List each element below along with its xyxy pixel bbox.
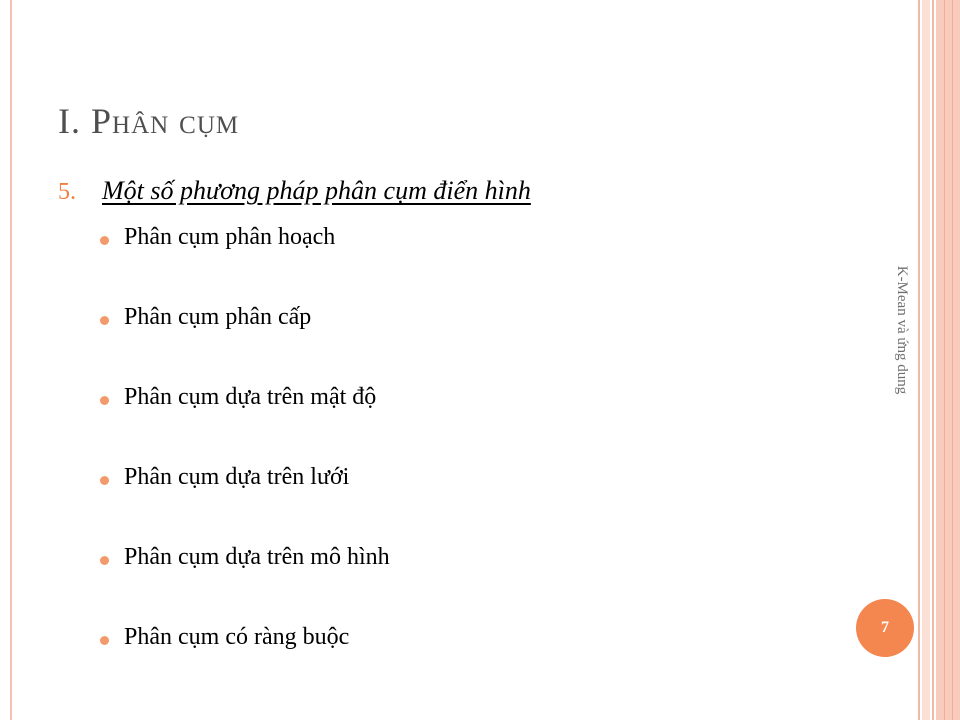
slide-title: I. Phân cụm: [58, 101, 240, 141]
bullet-dot-icon: [100, 476, 109, 485]
section-heading: [58, 176, 531, 206]
list-item-text: Phân cụm dựa trên mật độ: [124, 384, 377, 410]
list-item-text: Phân cụm phân cấp: [124, 304, 312, 330]
list-item-text: Phân cụm phân hoạch: [124, 224, 336, 250]
list-item-text: Phân cụm dựa trên lưới: [124, 464, 350, 490]
right-border-stripe: [944, 0, 945, 720]
list-item-text: Phân cụm dựa trên mô hình: [124, 544, 390, 570]
left-border-line: [10, 0, 12, 720]
right-border-stripe: [932, 0, 934, 720]
right-border-stripe: [936, 0, 960, 720]
section-title: Một số phương pháp phân cụm điển hình: [102, 176, 531, 205]
right-border-stripe: [922, 0, 930, 720]
bullet-dot-icon: [100, 556, 109, 565]
bullet-dot-icon: [100, 236, 109, 245]
right-border-stripe: [952, 0, 953, 720]
vertical-footer-label: K-Mean và ứng dung: [894, 265, 910, 395]
page-number: 7: [881, 619, 889, 636]
section-number: 5.: [58, 179, 76, 205]
bullet-dot-icon: [100, 396, 109, 405]
page-number-badge: [856, 599, 914, 657]
bullet-dot-icon: [100, 636, 109, 645]
right-border-stripe: [918, 0, 920, 720]
list-item-text: Phân cụm có ràng buộc: [124, 624, 350, 650]
bullet-dot-icon: [100, 316, 109, 325]
